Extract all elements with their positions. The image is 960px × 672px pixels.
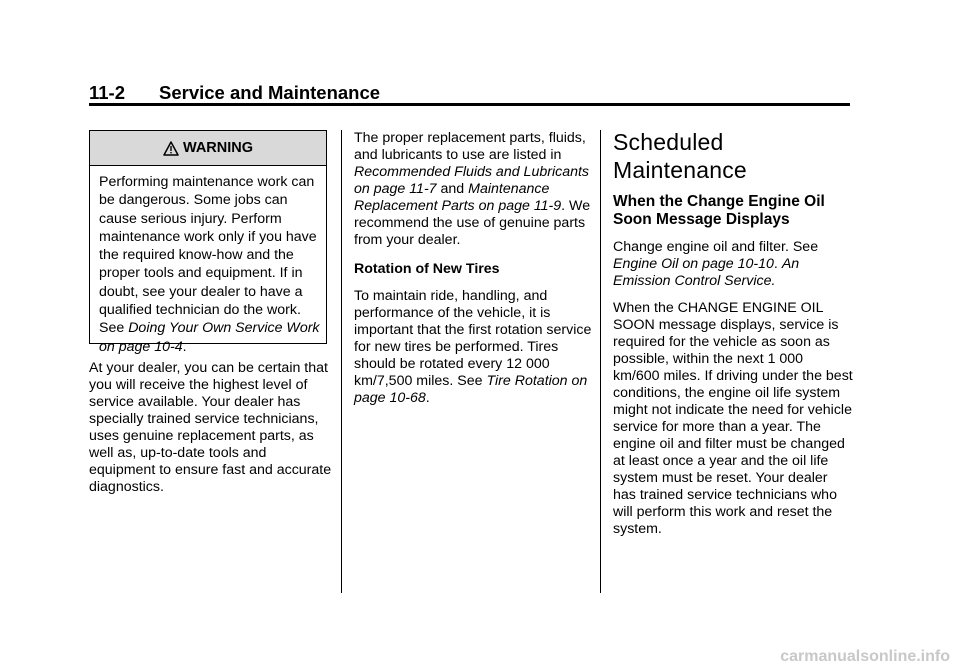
warning-reference-link[interactable]: Doing Your Own Service Work on page 10-4 bbox=[99, 320, 320, 355]
column-2 bbox=[354, 130, 592, 407]
page-number: 11-2 bbox=[89, 82, 126, 103]
column-1-text bbox=[89, 360, 334, 496]
section-heading: Scheduled Maintenance bbox=[613, 129, 747, 183]
replacement-parts-paragraph bbox=[354, 130, 592, 249]
warning-triangle-icon bbox=[163, 141, 179, 156]
emission-service-note: An Emission Control Service. bbox=[613, 256, 800, 289]
rotation-paragraph bbox=[354, 288, 592, 407]
header-rule bbox=[89, 103, 850, 106]
watermark: carmanualsonline.info bbox=[780, 648, 950, 665]
warning-text-end: . bbox=[182, 338, 187, 355]
page-header bbox=[89, 82, 850, 104]
rotation-subheading: Rotation of New Tires bbox=[354, 261, 500, 277]
column-3 bbox=[613, 128, 853, 538]
text-run: Change engine oil and filter. See bbox=[613, 239, 819, 255]
section-title: Service and Maintenance bbox=[159, 82, 381, 103]
text-run: . We recommend the use of genuine parts from your dealer. bbox=[354, 198, 591, 248]
fluids-lubricants-link[interactable]: Recommended Fluids and Lubricants on page 11-7 bbox=[354, 164, 590, 197]
dealer-paragraph: At your dealer, you can be certain that you will receive the highest level of service available. Your dealer has specially trained service technicians, uses genuine replacement parts, as well as, up-to-date tools and equipment to ensure fast and accurate diagnostics. bbox=[89, 360, 332, 495]
column-divider-1 bbox=[341, 130, 342, 593]
warning-body bbox=[90, 166, 326, 356]
oil-change-paragraph bbox=[613, 239, 853, 290]
oil-message-paragraph: When the CHANGE ENGINE OIL SOON message displays, service is required for the vehicle as soon as possible, within the next 1 000 km/600 miles. If driving under the best conditions, the engine oil life system might not indicate the need for vehicle service for more than a year. The engine oil and filter must be changed at least once a year and the oil life system must be reset. Your dealer has trained service technicians who will perform this work and reset the system. bbox=[613, 300, 853, 537]
warning-header bbox=[90, 131, 326, 166]
warning-text: Performing maintenance work can be dangerous. Some jobs can cause serious injury. Perform maintenance work only if you have the required know-how and the proper tools and equipment. If in doubt, see your dealer to have a qualified technician do the work. See bbox=[99, 174, 317, 337]
warning-title: WARNING bbox=[182, 140, 254, 156]
tire-rotation-link[interactable]: Tire Rotation on page 10-68 bbox=[354, 373, 588, 406]
column-divider-2 bbox=[600, 130, 601, 593]
text-run: and bbox=[436, 181, 469, 197]
warning-box bbox=[89, 130, 327, 355]
engine-oil-link[interactable]: Engine Oil on page 10-10 bbox=[613, 256, 774, 272]
text-run: . bbox=[773, 256, 782, 272]
subsection-heading: When the Change Engine Oil Soon Message Displays bbox=[613, 193, 825, 228]
text-run: To maintain ride, handling, and performance of the vehicle, it is important that the first rotation service for new tires be performed. Tires should be rotated every 12 000 km/7,500 miles. See bbox=[354, 288, 592, 389]
replacement-parts-link[interactable]: Maintenance Replacement Parts on page 11-9 bbox=[354, 181, 562, 214]
text-run: The proper replacement parts, fluids, and lubricants to use are listed in bbox=[354, 130, 586, 163]
text-run: . bbox=[425, 390, 430, 406]
